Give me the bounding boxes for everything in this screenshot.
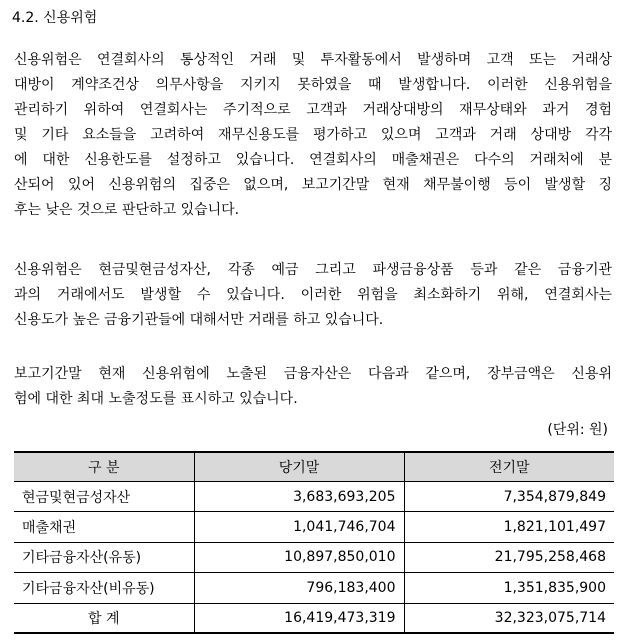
paragraph-line: 에 대한 신용한도를 설정하고 있습니다. 연결회사의 매출채권은 다수의 거래처에 분 — [14, 152, 612, 168]
paragraph-line: 관리하기 위하여 연결회사는 주기적으로 고객과 거래상대방의 재무상태와 과거 경험 — [14, 102, 612, 118]
table-total-row — [14, 603, 614, 633]
paragraph-exposure-note — [14, 362, 612, 412]
paragraph-line: 신용위험은 연결회사의 통상적인 거래 및 투자활동에서 발생하며 고객 또는 거래상 — [14, 52, 612, 68]
column-header-category: 구 분 — [14, 452, 194, 482]
paragraph-credit-risk-overview — [14, 48, 612, 223]
section-title: 4.2. 신용위험 — [12, 10, 98, 26]
paragraph-line: 신용도가 높은 금융기관들에 대해서만 거래를 하고 있습니다. — [14, 312, 384, 328]
paragraph-line: 보고기간말 현재 신용위험에 노출된 금융자산은 다음과 같으며, 장부금액은 신용위 — [14, 366, 612, 382]
unit-note: (단위: 원) — [547, 422, 608, 438]
row-prior-value: 21,795,258,468 — [404, 542, 614, 572]
paragraph-line: 신용위험은 현금및현금성자산, 각종 예금 그리고 파생금융상품 등과 같은 금융기관 — [14, 262, 612, 278]
total-prior-value: 32,323,075,714 — [404, 603, 614, 633]
row-prior-value: 7,354,879,849 — [404, 482, 614, 512]
paragraph-financial-institutions — [14, 258, 612, 333]
table-header-row — [14, 452, 614, 482]
paragraph-line: 후는 낮은 것으로 판단하고 있습니다. — [14, 202, 240, 218]
column-header-prior: 전기말 — [404, 452, 614, 482]
paragraph-line: 험에 대한 최대 노출정도를 표시하고 있습니다. — [14, 391, 298, 407]
row-prior-value: 1,351,835,900 — [404, 573, 614, 603]
column-header-current: 당기말 — [194, 452, 404, 482]
row-prior-value: 1,821,101,497 — [404, 512, 614, 542]
total-current-value: 16,419,473,319 — [194, 603, 404, 633]
total-label: 합 계 — [14, 603, 194, 633]
table-row — [14, 542, 614, 572]
paragraph-line: 과의 거래에서도 발생할 수 있습니다. 이러한 위험을 최소화하기 위해, 연결회사는 — [14, 287, 612, 303]
row-current-value: 10,897,850,010 — [194, 542, 404, 572]
row-current-value: 1,041,746,704 — [194, 512, 404, 542]
credit-exposure-table — [14, 451, 614, 634]
paragraph-line: 산되어 있어 신용위험의 집중은 없으며, 보고기간말 현재 채무불이행 등이 발생할 징 — [14, 177, 612, 193]
paragraph-line: 및 기타 요소들을 고려하여 재무신용도를 평가하고 있으며 고객과 거래 상대방 각각 — [14, 127, 612, 143]
row-label: 현금및현금성자산 — [14, 482, 194, 512]
row-current-value: 3,683,693,205 — [194, 482, 404, 512]
row-label: 매출채권 — [14, 512, 194, 542]
table-row — [14, 482, 614, 512]
row-label: 기타금융자산(유동) — [14, 542, 194, 572]
row-current-value: 796,183,400 — [194, 573, 404, 603]
table-row — [14, 573, 614, 603]
table-row — [14, 512, 614, 542]
row-label: 기타금융자산(비유동) — [14, 573, 194, 603]
paragraph-line: 대방이 계약조건상 의무사항을 지키지 못하였을 때 발생합니다. 이러한 신용위험을 — [14, 77, 612, 93]
